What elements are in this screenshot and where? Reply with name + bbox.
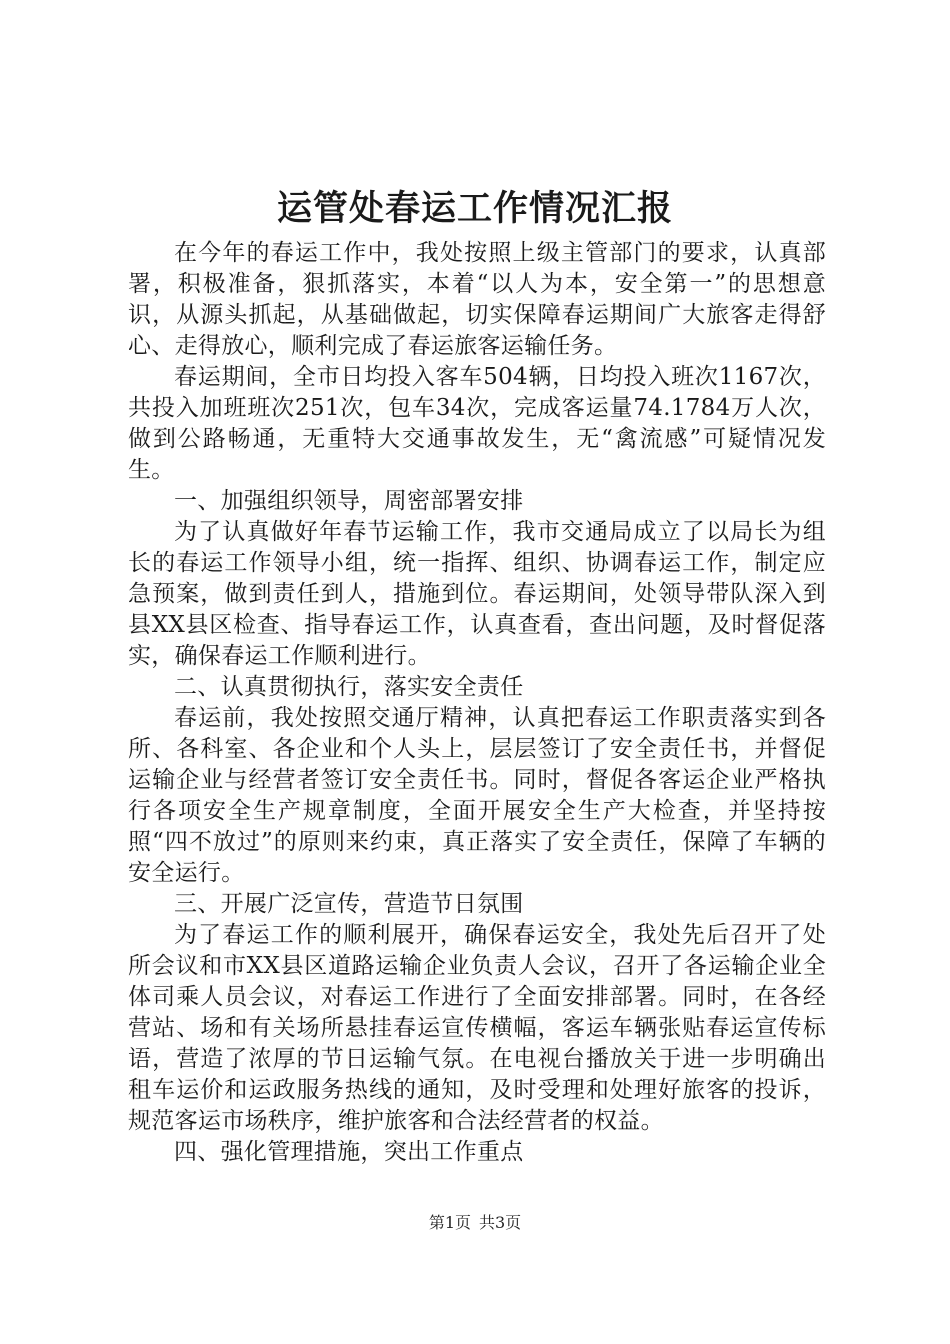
page-number-total: 共3页 <box>479 1213 522 1232</box>
document-body <box>128 238 826 1168</box>
section-heading-1: 一、加强组织领导，周密部署安排 <box>174 488 524 514</box>
section-heading-2: 二、认真贯彻执行，落实安全责任 <box>174 674 524 700</box>
page-number-current: 第1页 <box>428 1213 471 1232</box>
section-text-1: 为了认真做好年春节运输工作，我市交通局成立了以局长为组长的春运工作领导小组，统一指挥、组织、协调春运工作，制定应急预案，做到责任到人，措施到位。春运期间，处领导带队深入到县XX县区检查、指导春运工作，认真查看，查出问题，及时督促落实，确保春运工作顺利进行。 <box>128 519 826 669</box>
statistics-paragraph: 春运期间，全市日均投入客车504辆，日均投入班次1167次，共投入加班班次251次，包车34次，完成客运量74.1784万人次，做到公路畅通，无重特大交通事故发生，无“禽流感”可疑情况发生。 <box>128 364 826 483</box>
section-text-3: 为了春运工作的顺利展开，确保春运安全，我处先后召开了处所会议和市XX县区道路运输企业负责人会议，召开了各运输企业全体司乘人员会议，对春运工作进行了全面安排部署。同时，在各经营站、场和有关场所悬挂春运宣传横幅，客运车辆张贴春运宣传标语，营造了浓厚的节日运输气氛。在电视台播放关于进一步明确出租车运价和运政服务热线的通知，及时受理和处理好旅客的投诉，规范客运市场秩序，维护旅客和合法经营者的权益。 <box>128 922 826 1134</box>
page-footer <box>0 1213 950 1233</box>
intro-paragraph: 在今年的春运工作中，我处按照上级主管部门的要求，认真部署，积极准备，狠抓落实，本着“以人为本，安全第一”的思想意识，从源头抓起，从基础做起，切实保障春运期间广大旅客走得舒心、走得放心，顺利完成了春运旅客运输任务。 <box>128 240 826 359</box>
document-title: 运管处春运工作情况汇报 <box>276 188 673 229</box>
section-heading-4: 四、强化管理措施，突出工作重点 <box>174 1139 524 1165</box>
section-text-2: 春运前，我处按照交通厅精神，认真把春运工作职责落实到各所、各科室、各企业和个人头上，层层签订了安全责任书，并督促运输企业与经营者签订安全责任书。同时，督促各客运企业严格执行各项安全生产规章制度，全面开展安全生产大检查，并坚持按照“四不放过”的原则来约束，真正落实了安全责任，保障了车辆的安全运行。 <box>128 705 826 886</box>
section-heading-3: 三、开展广泛宣传，营造节日氛围 <box>174 891 524 917</box>
